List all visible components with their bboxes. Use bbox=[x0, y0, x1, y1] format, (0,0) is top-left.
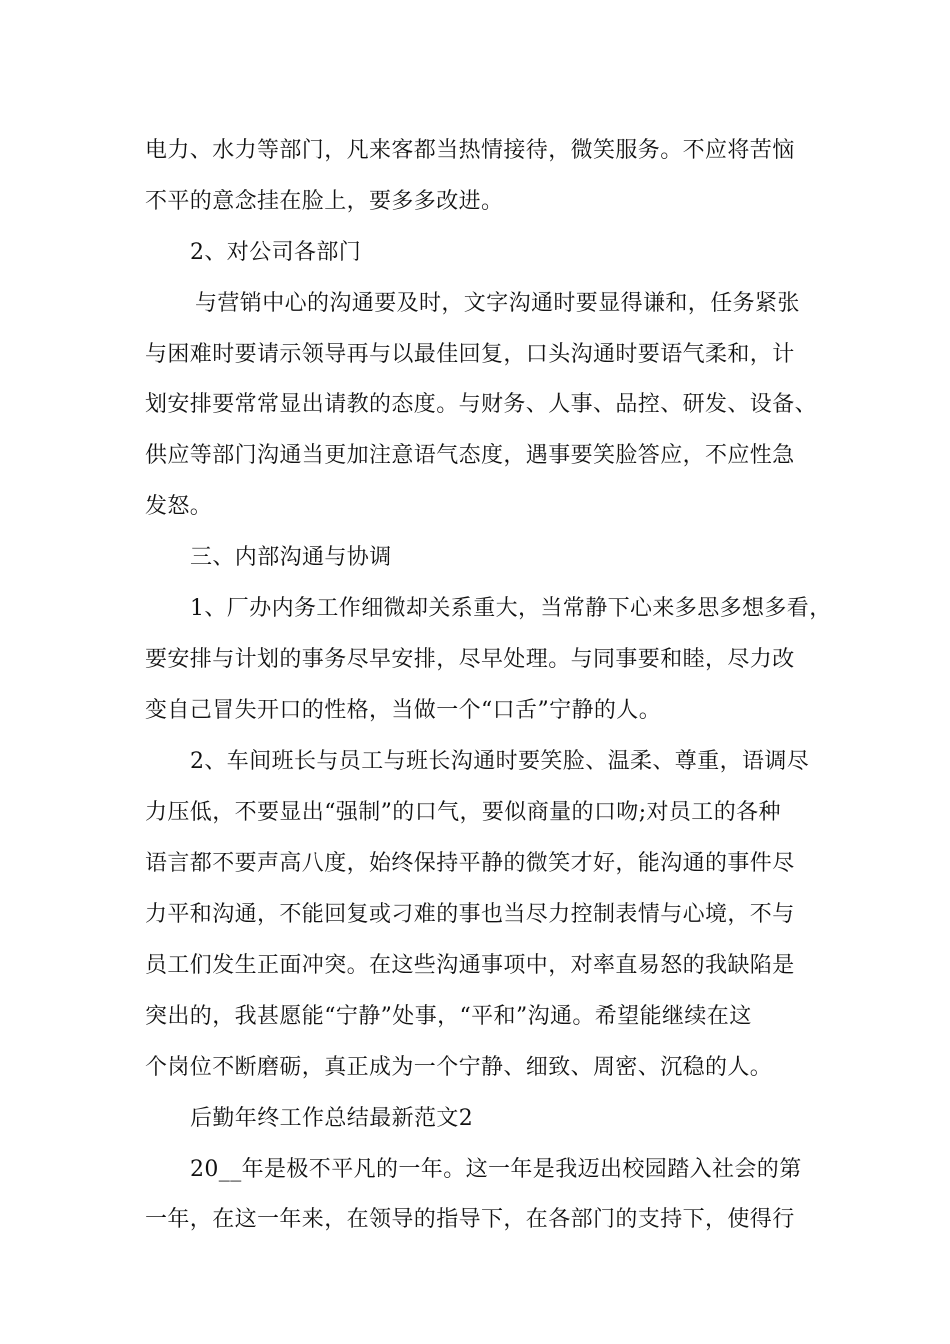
text-line: 电力、水力等部门，凡来客都当热情接待，微笑服务。不应将苦恼 bbox=[145, 138, 795, 163]
text-line: 1、厂办内务工作细微却关系重大，当常静下心来多思多想多看， bbox=[190, 596, 832, 621]
text-line: 2、车间班长与员工与班长沟通时要笑脸、温柔、尊重，语调尽 bbox=[190, 749, 810, 774]
text-line: 力平和沟通，不能回复或刁难的事也当尽力控制表情与心境，不与 bbox=[145, 902, 795, 927]
text-line: 要安排与计划的事务尽早安排，尽早处理。与同事要和睦，尽力改 bbox=[145, 647, 795, 672]
text-line: 20__年是极不平凡的一年。这一年是我迈出校园踏入社会的第 bbox=[190, 1157, 802, 1182]
text-line: 与困难时要请示领导再与以最佳回复，口头沟通时要语气柔和，计 bbox=[145, 342, 795, 367]
text-line: 突出的，我甚愿能“宁静”处事，“平和”沟通。希望能继续在这 bbox=[145, 1004, 752, 1029]
section-heading: 三、内部沟通与协调 bbox=[190, 545, 392, 570]
text-line: 个岗位不断磨砺，真正成为一个宁静、细致、周密、沉稳的人。 bbox=[145, 1055, 773, 1080]
article-title: 后勤年终工作总结最新范文2 bbox=[190, 1106, 474, 1131]
text-line: 语言都不要声高八度，始终保持平静的微笑才好，能沟通的事件尽 bbox=[145, 851, 795, 876]
text-line: 发怒。 bbox=[145, 494, 213, 519]
text-line: 力压低，不要显出“强制”的口气，要似商量的口吻;对员工的各种 bbox=[145, 800, 781, 825]
text-line: 一年，在这一年来，在领导的指导下，在各部门的支持下，使得行 bbox=[145, 1207, 795, 1232]
text-line: 变自己冒失开口的性格，当做一个“口舌”宁静的人。 bbox=[145, 698, 662, 723]
text-line: 员工们发生正面冲突。在这些沟通事项中，对率直易怒的我缺陷是 bbox=[145, 953, 795, 978]
text-line: 不平的意念挂在脸上，要多多改进。 bbox=[145, 189, 504, 214]
section-heading: 2、对公司各部门 bbox=[190, 240, 362, 265]
text-line: 供应等部门沟通当更加注意语气态度，遇事要笑脸答应，不应性急 bbox=[145, 443, 795, 468]
text-line: 划安排要常常显出请教的态度。与财务、人事、品控、研发、设备、 bbox=[145, 392, 818, 417]
text-line: 与营销中心的沟通要及时，文字沟通时要显得谦和，任务紧张 bbox=[195, 291, 800, 316]
